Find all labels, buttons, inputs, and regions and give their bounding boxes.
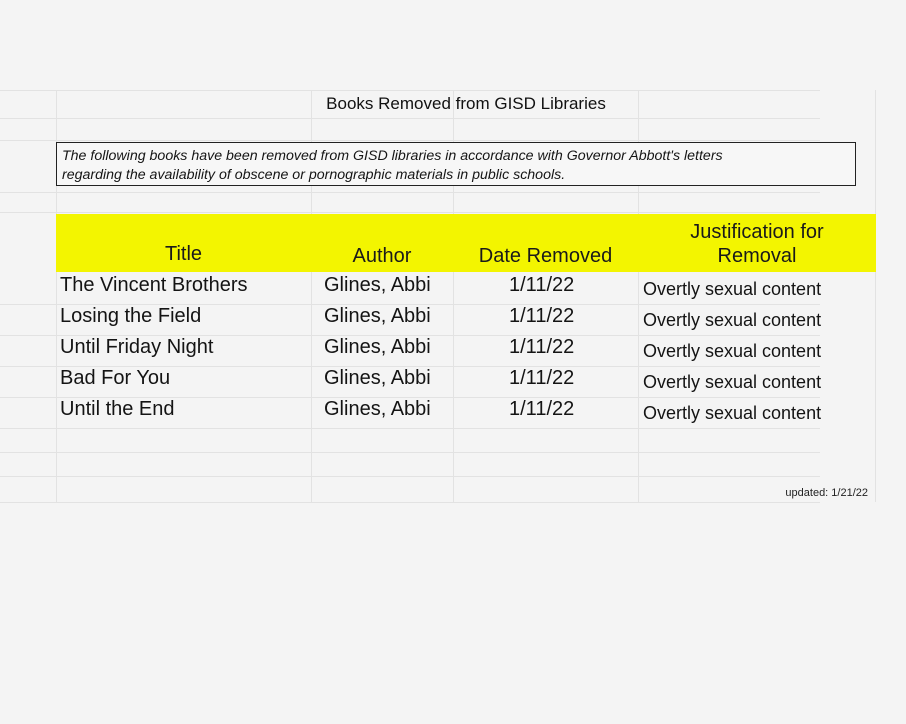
justification: Overtly sexual content: [643, 310, 822, 330]
grid-line: [0, 90, 820, 91]
header-justification-line-2: Removal: [717, 245, 797, 267]
book-author: Glines, Abbi: [324, 336, 431, 358]
date-removed: 1/11/22: [509, 398, 575, 420]
updated-date: updated: 1/21/22: [785, 487, 868, 499]
grid-line: [0, 140, 820, 141]
book-author: Glines, Abbi: [324, 305, 431, 327]
book-title: Bad For You: [60, 367, 171, 389]
grid-line: [0, 476, 820, 477]
table-header: [56, 214, 876, 272]
book-title: Losing the Field: [60, 305, 202, 327]
table-row: [56, 303, 876, 334]
book-title: The Vincent Brothers: [60, 274, 248, 296]
grid-line: [0, 212, 820, 213]
book-author: Glines, Abbi: [324, 367, 431, 389]
justification: Overtly sexual content: [643, 372, 822, 392]
date-removed: 1/11/22: [509, 336, 575, 358]
justification: Overtly sexual content: [643, 341, 822, 361]
justification: Overtly sexual content: [643, 403, 822, 423]
table-row: [56, 396, 876, 427]
table-row: [56, 334, 876, 365]
date-removed: 1/11/22: [509, 274, 575, 296]
notice-line-1: The following books have been removed from GISD libraries in accordance with Governor Abbott's letters: [62, 148, 723, 164]
book-author: Glines, Abbi: [324, 398, 431, 420]
grid-line: [0, 452, 820, 453]
header-date-removed: Date Removed: [478, 245, 613, 267]
justification: Overtly sexual content: [643, 279, 822, 299]
removal-notice-box: [56, 142, 856, 186]
grid-line: [0, 502, 820, 503]
header-justification: [638, 220, 876, 268]
header-author: Author: [352, 245, 412, 267]
book-title: Until Friday Night: [60, 336, 214, 358]
book-author: Glines, Abbi: [324, 274, 431, 296]
book-title: Until the End: [60, 398, 175, 420]
header-title: Title: [164, 243, 203, 265]
document-title: Books Removed from GISD Libraries: [326, 94, 606, 113]
grid-line: [0, 192, 820, 193]
grid-line: [0, 428, 820, 429]
notice-line-2: regarding the availability of obscene or pornographic materials in public schools.: [62, 167, 566, 183]
table-row: [56, 365, 876, 396]
table-row: [56, 272, 876, 303]
header-justification-line-1: Justification for: [690, 221, 824, 243]
date-removed: 1/11/22: [509, 305, 575, 327]
grid-line: [0, 118, 820, 119]
date-removed: 1/11/22: [509, 367, 575, 389]
